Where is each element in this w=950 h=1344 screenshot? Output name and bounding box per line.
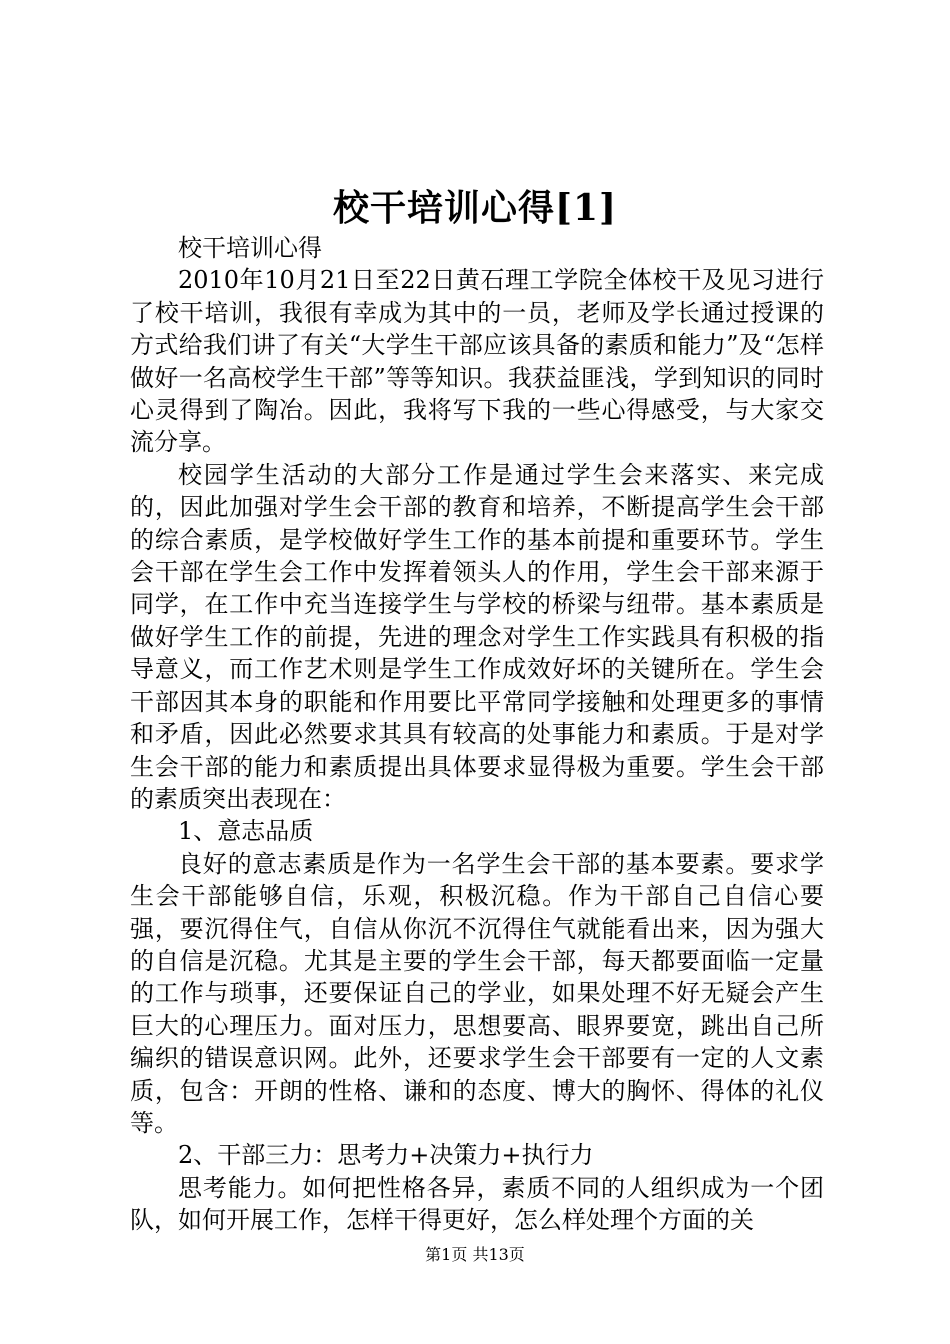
paragraph-subtitle: 校干培训心得 <box>178 234 322 262</box>
paragraph-student-union: 校园学生活动的大部分工作是通过学生会来落实、来完成的，因此加强对学生会干部的教育和培养，不断提高学生会干部的综合素质，是学校做好学生工作的基本前提和重要环节。学生会干部在学生会工作中发挥着领头人的作用，学生会干部来源于同学，在工作中充当连接学生与学校的桥梁与纽带。基本素质是做好学生工作的前提，先进的理念对学生工作实践具有积极的指导意义，而工作艺术则是学生工作成效好坏的关键所在。学生会干部因其本身的职能和作用要比平常同学接触和处理更多的事情和矛盾，因此必然要求其具有较高的处事能力和素质。于是对学生会干部的能力和素质提出具体要求显得极为重要。学生会干部的素质突出表现在： <box>130 460 824 813</box>
paragraph-will-quality: 良好的意志素质是作为一名学生会干部的基本要素。要求学生会干部能够自信，乐观，积极沉稳。作为干部自己自信心要强，要沉得住气，自信从你沉不沉得住气就能看出来，因为强大的自信是沉稳。尤其是主要的学生会干部，每天都要面临一定量的工作与琐事，还要保证自己的学业，如果处理不好无疑会产生巨大的心理压力。面对压力，思想要高、眼界要宽，跳出自己所编织的错误意识网。此外，还要求学生会干部要有一定的人文素质，包含：开朗的性格、谦和的态度、博大的胸怀、得体的礼仪等。 <box>130 849 824 1137</box>
section-heading-will: 1、意志品质 <box>178 817 314 846</box>
paragraph-thinking-ability: 思考能力。如何把性格各异，素质不同的人组织成为一个团队，如何开展工作，怎样干得更好，怎么样处理个方面的关 <box>130 1173 824 1235</box>
section-heading-three-abilities: 2、干部三力：思考力+决策力+执行力 <box>178 1141 594 1170</box>
page-number-footer: 第1页 共13页 <box>425 1245 525 1264</box>
document-body <box>130 232 824 1237</box>
paragraph-intro: 2010年10月21日至22日黄石理工学院全体校干及见习进行了校干培训，我很有幸成为其中的一员，老师及学长通过授课的方式给我们讲了有关“大学生干部应该具备的素质和能力”及“怎样做好一名高校学生干部”等等知识。我获益匪浅，学到知识的同时心灵得到了陶冶。因此，我将写下我的一些心得感受，与大家交流分享。 <box>130 266 824 457</box>
document-title: 校干培训心得[1] <box>332 187 618 229</box>
